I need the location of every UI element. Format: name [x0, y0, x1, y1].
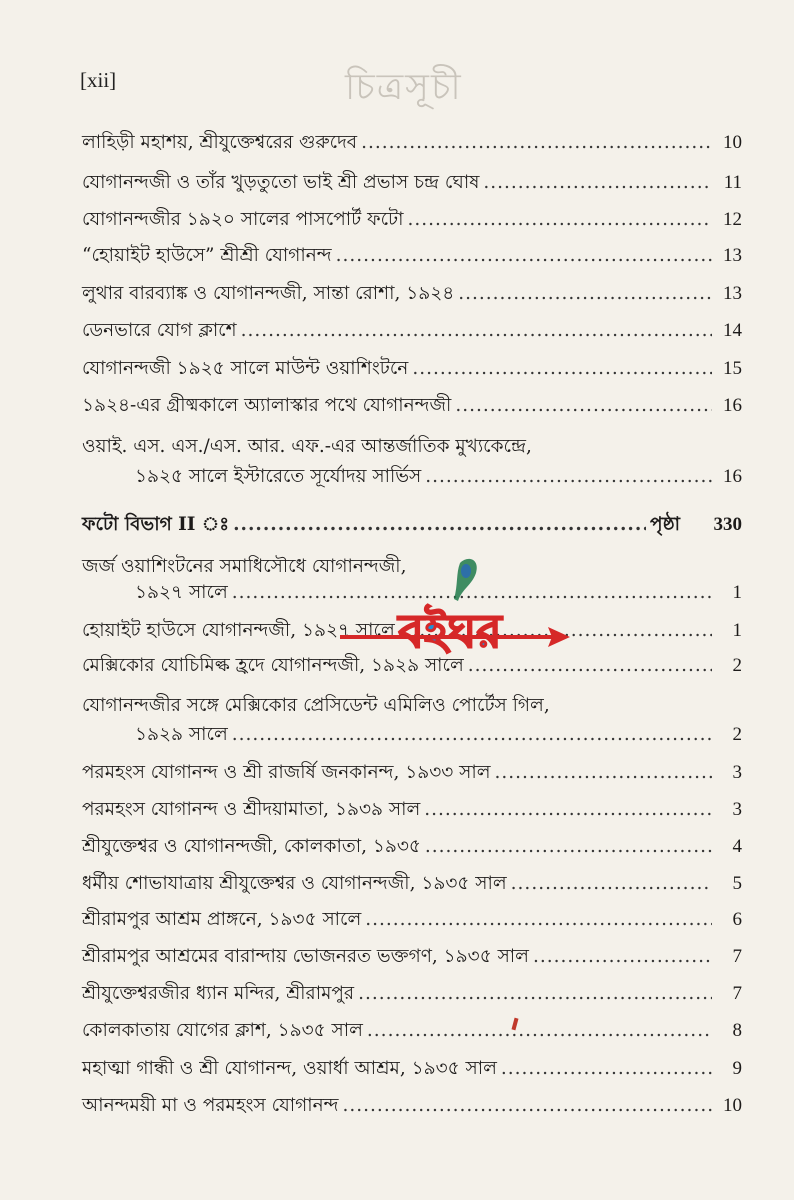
dot-leader: [367, 1022, 712, 1041]
page-number: [xii]: [80, 68, 117, 92]
toc-entry-page: 10: [723, 1095, 742, 1116]
toc-entry-page: 2: [732, 724, 742, 745]
toc-entry-page: 8: [732, 1020, 742, 1041]
toc-entry-page: 14: [723, 320, 742, 341]
dot-leader: [501, 1060, 712, 1079]
section-page: 330: [713, 514, 742, 535]
toc-entry: [82, 800, 742, 820]
toc-entry: [82, 321, 742, 341]
toc-entry-title: ডেনভারে যোগ ক্লাশে: [82, 320, 237, 341]
toc-entry-title-line1: যোগানন্দজীর সঙ্গে মেক্সিকোর প্রেসিডেন্ট এমিলিও পোর্টেস গিল,: [82, 695, 550, 716]
toc-entry-title: যোগানন্দজী ও তাঁর খুড়তুতো ভাই শ্রী প্রভাস চন্দ্র ঘোষ: [82, 172, 480, 193]
toc-entry: [82, 1021, 742, 1041]
toc-entry-title-line1: জর্জ ওয়াশিংটনের সমাধিসৌধে যোগানন্দজী,: [82, 556, 407, 577]
toc-entry-page: 12: [723, 209, 742, 230]
toc-entry-title-line2: ১৯২৯ সালে: [135, 724, 228, 745]
dot-leader: [232, 726, 712, 745]
toc-entry: [82, 359, 742, 379]
dot-leader: [241, 322, 712, 341]
toc-entry-title: যোগানন্দজী ১৯২৫ সালে মাউন্ট ওয়াশিংটনে: [82, 358, 409, 379]
dot-leader: [483, 174, 712, 193]
toc-entry-page: 13: [723, 245, 742, 266]
dot-leader: [365, 911, 712, 930]
toc-entry: [135, 467, 742, 487]
toc-entry-title: পরমহংস যোগানন্দ ও শ্রী রাজর্ষি জনকানন্দ, ১৯৩৩ সাল: [82, 762, 491, 783]
page-label: পৃষ্ঠা: [650, 514, 680, 535]
toc-entry: [82, 133, 742, 153]
toc-entry: [82, 396, 742, 416]
dot-leader: [533, 948, 712, 967]
toc-entry-title: লাহিড়ী মহাশয়, শ্রীযুক্তেশ্বরের গুরুদেব: [82, 132, 358, 153]
toc-entry-title: হোয়াইট হাউসে যোগানন্দজী, ১৯২৭ সালে: [82, 620, 395, 641]
toc-entry: [135, 583, 742, 603]
toc-entry-page: 13: [723, 283, 742, 304]
toc-entry: [82, 1096, 742, 1116]
toc-entry-page: 15: [723, 358, 742, 379]
toc-entry-title-line1: ওয়াই. এস. এস./এস. আর. এফ.-এর আন্তর্জাতিক মুখ্যকেন্দ্রে,: [82, 436, 532, 457]
dot-leader: [468, 657, 712, 676]
toc-entry: [135, 725, 742, 745]
toc-entry-title: ১৯২৪-এর গ্রীষ্মকালে অ্যালাস্কার পথে যোগানন্দজী: [82, 395, 452, 416]
toc-entry-page: 3: [732, 799, 742, 820]
toc-entry-page: 10: [723, 132, 742, 153]
toc-entry-title: ধর্মীয় শোভাযাত্রায় শ্রীযুক্তেশ্বর ও যোগানন্দজী, ১৯৩৫ সাল: [82, 873, 507, 894]
toc-entry: [82, 763, 742, 783]
toc-entry: [82, 984, 742, 1004]
toc-entry: [82, 837, 742, 857]
dot-leader: [232, 584, 712, 603]
toc-entry-page: 16: [723, 466, 742, 487]
toc-entry: [82, 173, 742, 193]
section-heading: [82, 515, 742, 535]
toc-entry-page: 4: [732, 836, 742, 857]
dot-leader: [424, 801, 712, 820]
toc-entry-title: পরমহংস যোগানন্দ ও শ্রীদয়ামাতা, ১৯৩৯ সাল: [82, 799, 421, 820]
toc-entry-page: 16: [723, 395, 742, 416]
toc-entry-page: 7: [732, 983, 742, 1004]
dot-leader: [343, 1097, 712, 1116]
toc-entry-page: 3: [732, 762, 742, 783]
toc-entry-title: শ্রীরামপুর আশ্রম প্রাঙ্গনে, ১৯৩৫ সালে: [82, 909, 362, 930]
toc-entry: [82, 656, 742, 676]
toc-entry-page: 11: [723, 172, 742, 193]
toc-entry-title: যোগানন্দজীর ১৯২০ সালের পাসপোর্ট ফটো: [82, 209, 404, 230]
dot-leader: [425, 468, 712, 487]
toc-entry-title: মেক্সিকোর যোচিমিল্ক হ্রদে যোগানন্দজী, ১৯২৯ সালে: [82, 655, 464, 676]
toc-entry-title: শ্রীরামপুর আশ্রমের বারান্দায় ভোজনরত ভক্তগণ, ১৯৩৫ সাল: [82, 946, 529, 967]
toc-entry-title: মহাত্মা গান্ধী ও শ্রী যোগানন্দ, ওয়ার্ধা আশ্রম, ১৯৩৫ সাল: [82, 1058, 497, 1079]
bleed-through-title: চিত্রসূচী: [345, 67, 463, 108]
toc-entry-title: লুথার বারব্যাঙ্ক ও যোগানন্দজী, সান্তা রোশা, ১৯২৪: [82, 283, 455, 304]
toc-entry-page: 7: [732, 946, 742, 967]
dot-leader: [407, 211, 712, 230]
toc-entry: [82, 210, 742, 230]
dot-leader: [233, 516, 646, 535]
watermark-text: বইঘর: [398, 604, 502, 658]
dot-leader: [336, 247, 712, 266]
toc-entry-title: শ্রীযুক্তেশ্বর ও যোগানন্দজী, কোলকাতা, ১৯৩৫: [82, 836, 421, 857]
toc-entry: [82, 246, 742, 266]
toc-entry: [82, 1059, 742, 1079]
toc-entry-page: 6: [732, 909, 742, 930]
toc-entry-title: আনন্দময়ী মা ও পরমহংস যোগানন্দ: [82, 1095, 339, 1116]
toc-entry: [82, 284, 742, 304]
toc-entry: [82, 621, 742, 641]
dot-leader: [455, 397, 712, 416]
dot-leader: [511, 875, 712, 894]
dot-leader: [361, 134, 712, 153]
toc-entry: [82, 910, 742, 930]
dot-leader: [399, 622, 712, 641]
toc-entry-page: 9: [732, 1058, 742, 1079]
toc-entry-title-line2: ১৯২৫ সালে ইস্টারেতে সূর্যোদয় সার্ভিস: [135, 466, 422, 487]
section-title: ফটো বিভাগ II ঃ: [82, 514, 230, 535]
dot-leader: [495, 764, 712, 783]
toc-entry: [82, 874, 742, 894]
toc-entry-page: 5: [732, 873, 742, 894]
dot-leader: [425, 838, 712, 857]
toc-entry-title: “হোয়াইট হাউসে” শ্রীশ্রী যোগানন্দ: [82, 245, 332, 266]
toc-entry-page: 1: [732, 582, 742, 603]
toc-entry-page: 2: [732, 655, 742, 676]
toc-entry-page: 1: [732, 620, 742, 641]
dot-leader: [458, 285, 712, 304]
toc-entry: [82, 947, 742, 967]
toc-entry-title: কোলকাতায় যোগের ক্লাশ, ১৯৩৫ সাল: [82, 1020, 363, 1041]
dot-leader: [358, 985, 712, 1004]
toc-entry-title: শ্রীযুক্তেশ্বরজীর ধ্যান মন্দির, শ্রীরামপুর: [82, 983, 355, 1004]
dot-leader: [412, 360, 712, 379]
toc-entry-title-line2: ১৯২৭ সালে: [135, 582, 228, 603]
